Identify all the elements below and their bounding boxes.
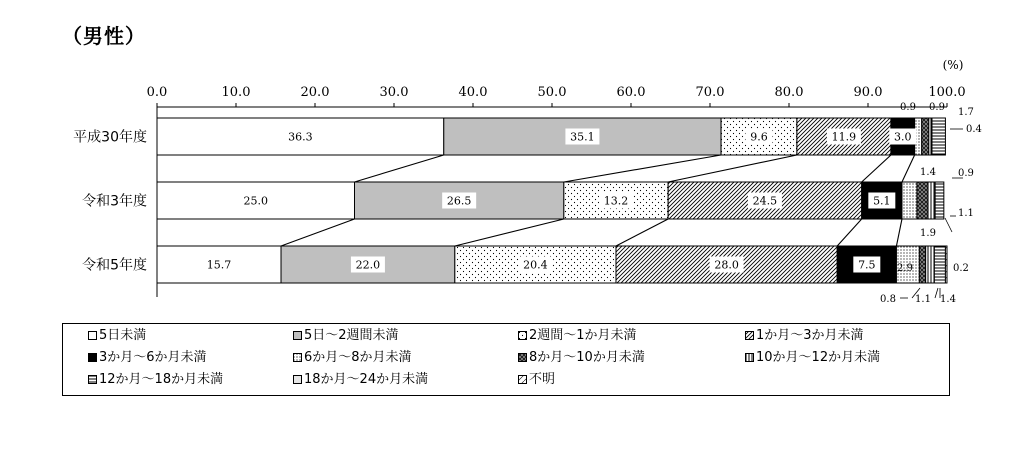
- bar-segment: [926, 246, 935, 283]
- data-label: 0.2: [953, 263, 969, 274]
- connector-line: [668, 155, 797, 182]
- legend-swatch-rect: [519, 354, 527, 362]
- connector-line: [896, 219, 902, 246]
- data-label: 20.4: [523, 258, 548, 272]
- legend-label: 3か月～6か月未満: [99, 350, 207, 365]
- legend-swatch-box: [518, 331, 527, 340]
- data-label: 0.9: [900, 102, 916, 113]
- legend-item: [88, 328, 146, 344]
- legend-label: 8か月～10か月未満: [529, 350, 645, 365]
- bar-segment: [902, 182, 917, 219]
- connector-line: [281, 219, 354, 246]
- legend-swatch: [88, 372, 99, 387]
- legend-swatch-box: [518, 375, 527, 384]
- connector-line: [837, 219, 861, 246]
- legend-label: 5日未満: [99, 328, 147, 343]
- legend-swatch-box: [745, 331, 754, 340]
- data-label: 36.3: [288, 130, 313, 144]
- connector-line: [616, 219, 668, 246]
- x-tick-label: 50.0: [537, 85, 567, 100]
- legend-item: [293, 328, 399, 344]
- data-label: 25.0: [243, 194, 268, 208]
- data-label: 22.0: [355, 258, 381, 272]
- connector-line: [355, 155, 444, 182]
- x-tick-label: 30.0: [379, 85, 409, 100]
- x-tick-label: 40.0: [458, 85, 488, 100]
- legend-label: 12か月～18か月未満: [99, 372, 224, 387]
- legend-swatch-box: [88, 375, 97, 384]
- data-label: 0.4: [966, 124, 982, 135]
- legend-item: [745, 328, 864, 344]
- connector-line: [564, 155, 721, 182]
- legend-swatch-rect: [294, 376, 302, 384]
- bar-segment: [932, 118, 945, 155]
- legend-label: 5日～2週間未満: [304, 328, 399, 343]
- data-label: 1.1: [958, 208, 974, 219]
- legend-item: [518, 350, 645, 366]
- legend-swatch-rect: [294, 354, 302, 362]
- legend-swatch-box: [518, 353, 527, 362]
- legend-swatch-rect: [746, 354, 754, 362]
- x-tick-label: 0.0: [146, 85, 168, 100]
- legend-item: [518, 328, 637, 344]
- data-label: 1.7: [958, 107, 974, 118]
- x-tick-label: 10.0: [221, 85, 251, 100]
- bar-segment: [945, 246, 947, 283]
- legend-item: [745, 350, 880, 366]
- legend-swatch: [293, 328, 304, 343]
- legend-swatch: [745, 328, 756, 343]
- legend-swatch-rect: [89, 332, 97, 340]
- bar-segment: [917, 182, 928, 219]
- legend-swatch-rect: [294, 332, 302, 340]
- leader-line: [935, 288, 938, 298]
- legend-item: [88, 350, 207, 366]
- legend: [62, 323, 950, 396]
- chart-title: （男性）: [62, 24, 146, 48]
- legend-swatch: [745, 350, 756, 365]
- data-label: 0.9: [929, 102, 945, 113]
- connector-line: [862, 155, 891, 182]
- data-label: 1.9: [920, 228, 936, 239]
- data-label: 15.7: [206, 258, 232, 272]
- data-label: 1.4: [940, 294, 956, 305]
- x-tick-label: 20.0: [300, 85, 330, 100]
- legend-swatch-box: [88, 353, 97, 362]
- data-label: 3.0: [894, 130, 912, 144]
- legend-swatch: [293, 350, 304, 365]
- data-label: 0.9: [958, 168, 974, 179]
- legend-item: [293, 372, 428, 388]
- leader-line: [945, 218, 952, 232]
- legend-label: 18か月～24か月未満: [304, 372, 429, 387]
- connector-line: [902, 155, 915, 182]
- data-label: 35.1: [570, 130, 595, 144]
- legend-swatch-box: [745, 353, 754, 362]
- data-label: 9.6: [750, 130, 768, 144]
- legend-swatch-box: [293, 353, 302, 362]
- x-tick-label: 90.0: [853, 85, 883, 100]
- legend-label: 1か月～3か月未満: [756, 328, 864, 343]
- data-label: 26.5: [446, 194, 472, 208]
- legend-label: 不明: [529, 372, 556, 387]
- legend-swatch: [88, 328, 99, 343]
- legend-label: 10か月～12か月未満: [756, 350, 881, 365]
- legend-swatch-rect: [519, 332, 527, 340]
- legend-swatch-rect: [89, 354, 97, 362]
- connector-line: [455, 219, 564, 246]
- legend-item: [518, 372, 555, 388]
- legend-swatch-box: [88, 331, 97, 340]
- data-label: 24.5: [752, 194, 778, 208]
- legend-swatch-box: [293, 331, 302, 340]
- bar-segment: [928, 182, 935, 219]
- legend-label: 6か月～8か月未満: [304, 350, 412, 365]
- data-label: 11.9: [831, 130, 857, 144]
- data-label: 1.1: [915, 294, 931, 305]
- legend-swatch: [88, 350, 99, 365]
- x-tick-label: 70.0: [695, 85, 725, 100]
- data-label: 13.2: [603, 194, 629, 208]
- legend-item: [88, 372, 223, 388]
- x-tick-label: 80.0: [774, 85, 804, 100]
- bar-segment: [919, 246, 925, 283]
- bar-segment: [934, 246, 945, 283]
- legend-swatch-rect: [519, 376, 527, 384]
- legend-swatch-box: [293, 375, 302, 384]
- bar-segment: [922, 118, 929, 155]
- category-label: 令和3年度: [82, 193, 147, 210]
- bar-segment: [935, 182, 944, 219]
- legend-item: [293, 350, 412, 366]
- data-label: 0.8: [880, 294, 896, 305]
- legend-swatch-rect: [89, 376, 97, 384]
- data-label: 5.1: [873, 194, 891, 208]
- legend-swatch: [293, 372, 304, 387]
- legend-label: 2週間～1か月未満: [529, 328, 637, 343]
- category-label: 令和5年度: [82, 257, 147, 274]
- data-label: 1.4: [920, 167, 936, 178]
- data-label: 2.9: [897, 263, 913, 274]
- unit-label: (%): [942, 58, 964, 72]
- x-tick-label: 100.0: [928, 85, 966, 100]
- category-label: 平成30年度: [73, 129, 147, 146]
- legend-swatch: [518, 372, 529, 387]
- legend-swatch: [518, 328, 529, 343]
- legend-swatch-rect: [746, 332, 754, 340]
- data-label: 28.0: [714, 258, 739, 272]
- data-label: 7.5: [858, 258, 876, 272]
- legend-swatch: [518, 350, 529, 365]
- x-tick-label: 60.0: [616, 85, 646, 100]
